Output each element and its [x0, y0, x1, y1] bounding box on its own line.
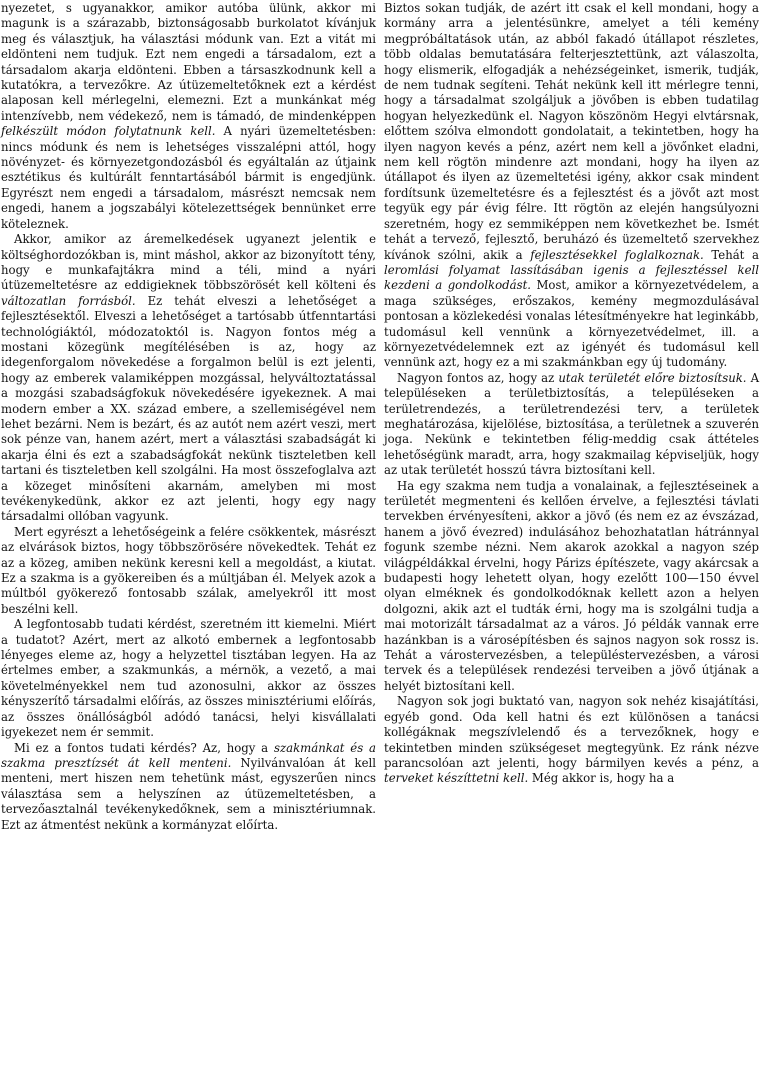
- text-run: Mert egyrészt a lehetőségeink a felére csökkentek, másrészt az elvárások biztos, hogy többszörösére növekedtek. Tehát ez az a közeg, amiben nekünk keresni kell a megoldást, a kiutat. Ez a szakma is a gyökereiben és a múltjában él. Melyek azok a múltból gyökerező fontosabb szálak, amelyekről itt most beszélni kell.: [1, 524, 376, 616]
- paragraph: [384, 1, 759, 371]
- italic-emphasis: felkészült módon folytatnunk kell.: [1, 124, 216, 139]
- text-run: Biztos sokan tudják, de azért itt csak el kell mondani, hogy a kormány arra a jelentésünkre, amelyet a téli kemény megpróbáltatások után, az abból fakadó útállapot részletes, több oldalas bemutatására felterjesztettünk, azt válaszolta, hogy elismerik, elfogadják a nehézségeinket, ismerik, tudják, de nem tudnak segíteni. Tehát nekünk kell itt mérlegre tenni, hogy a társadalmat szolgáljuk a jövőben is ebben tudatilag hogyan helyezkedünk el. Nagyon köszönöm Hegyi elvtársnak, előttem szólva elmondott gondolatait, a tekintetben, hogy ha ilyen nagyon kevés a pénz, azért nem kell a jövőnket eladni, nem kell rögtön mindenre azt mondani, hogy ha ilyen az útállapot és ilyen az üzemeltetési igény, akkor csak mindent fordítsunk üzemeltetésre és a fejlesztést és a jövőt azt most tegyük egy pár évig félre. Itt rögtön az elején hangsúlyozni szeretném, hogy ez semmiképpen nem következhet be. Ismét tehát a tervező, fejlesztő, beruházó és üzemeltető szervekhez kívánok szólni, akik a: [384, 1, 759, 262]
- paragraph: [1, 525, 376, 617]
- text-run: Ha egy szakma nem tudja a vonalainak, a fejlesztéseinek a területét megmenteni és kellően érvelve, a fejlesztési távlati tervekben érvényesíteni, akkor a jövő (és nem ez az évszázad, hanem a jövő évezred) indulásához behozhatatlan hátránnyal fogunk szembe nézni. Nem akarok azokkal a nagyon szép világpéldákkal érvelni, hogy Párizs építészete, vagy akárcsak a budapesti hogy lehetett olyan, hogy ezelőtt 100—150 évvel olyan elméknek és gondolkodóknak kellett azon a helyen dolgozni, akik azt el tudták érni, hogy ma is szolgálni tudja a mai motorizált társadalmat az a város. Jó példák vannak erre hazánkban is a városépítésben és sajnos nagyon sok rossz is. Tehát a várostervezésben, a településtervezésben, a városi tervek és a települések rendezési terveiben a jövő útjának a helyét biztosítani kell.: [384, 478, 759, 693]
- paragraph: [384, 371, 759, 479]
- text-run: Még akkor is, hogy ha a: [528, 771, 675, 786]
- text-run: A nyári üzemeltetésben: nincs módunk és nem is lehetséges visszalépni attól, hogy növényzet- és környezetgondozásból és egyáltalán az útjaink esztétikus és kultúrált fenntartásából bármit is engedjünk. Egyrészt nem engedi a társadalom, másrészt nemcsak nem engedi, hanem a jogszabályi kötelezettségek bennünket erre köteleznek.: [1, 124, 377, 231]
- paragraph: [1, 232, 376, 525]
- italic-emphasis: utak területét előre biztosítsuk.: [558, 370, 747, 385]
- text-run: Nagyon sok jogi buktató van, nagyon sok nehéz kisajátítási, egyéb gond. Oda kell hatni és ezt különösen a tanácsi kollégáknak megszívlelendő és a tervezőknek, hogy e tekintetben minden szükségeset megtegyünk. Ez ránk nézve parancsolóan azt jelenti, hogy bármilyen kevés a pénz, a: [384, 694, 759, 770]
- text-run: nyezetet, s ugyanakkor, amikor autóba ülünk, akkor mi magunk is a szárazabb, biztonságosabb burkolatot kívánjuk meg és választjuk, ha választási módunk van. Ezt a vitát mi eldönteni nem tudjuk. Ezt nem engedi a társadalom, ezt a társadalom akarja eldönteni. Ebben a társaszkodnunk kell a kutatókra, a tervezőkre. Az útüzemeltetőknek ezt a kérdést alaposan kell mérlegelni, elemezni. Ezt a munkánkat még intenzívebb, nem védekező, nem is támadó, de mindenképpen: [1, 1, 376, 123]
- paragraph: [384, 694, 759, 786]
- text-run: A településeken a területbiztosítás, a településeken a területrendezés, a területrendezési terv, a területek meghatározása, kijelölése, biztosítása, a területnek a szuverén joga. Nekünk e tekintetben félig-meddig csak áttételes lehetőségünk maradt, arra, hogy szakmailag képviseljük, hogy az utak területét hosszú távra biztosítani kell.: [384, 370, 760, 478]
- italic-emphasis: szakmánkat és a szakma presztízsét át kell menteni.: [1, 740, 377, 770]
- paragraph: [1, 741, 376, 833]
- text-run: Ez tehát elveszi a lehetőséget a fejlesztésektől. Elveszi a lehetőséget a tartósabb útfenntartási technológiáktól, módozatoktól is. Nagyon fontos még a mostani közegünk megítélésében is az, hogy az idegenforgalom növekedése a forgalmon belül is ezt jelenti, hogy az emberek valamiképpen mozgással, helyváltoztatással a mozgási szabadságfokuk növekedésére igyekeznek. A mai modern ember a XX. század embere, a szellemiségével nem lehet bezárni. Nem is bezárt, és az autót nem azért veszi, mert sok pénze van, hanem azért, mert a választási szabadságát ki akarja élni és ezt a szabadságfokát nekünk tiszteletben kell tartani és tiszteletben kell szolgálni. Ha most összefoglalva azt a közeget minősíteni akarnám, amelyben mi most tevékenykedünk, akkor ez azt jelenti, hogy egy nagy társadalmi ollóban vagyunk.: [1, 293, 376, 524]
- text-run: Nyilvánvalóan át kell menteni, mert hiszen nem tehetünk mást, egyszerűen nincs választása sem a helyszínen az útüzemeltetésben, a tervezőasztalnál tevékenykedőknek, sem a minisztériumnak. Ezt az átmentést nekünk a kormányzat előírta.: [1, 755, 376, 832]
- italic-emphasis: terveket készíttetni kell.: [384, 771, 529, 786]
- text-run: Most, amikor a környezetvédelem, a maga szükséges, erőszakos, kemény megmozdulásával pontosan a közlekedési vonalas létesítményekre hat leginkább, tudomásul kell vennünk a környezetvédelmet, ill. a környezetvédelemnek ezt az igényét és tudomásul kell vennünk azt, hogy ez a mi szakmánkban egy új tudomány.: [384, 278, 760, 370]
- text-run: Tehát a: [703, 247, 759, 262]
- paragraph: [1, 1, 376, 232]
- right-text-column: [384, 0, 760, 1075]
- italic-emphasis: fejlesztésekkel foglalkoznak.: [530, 247, 704, 262]
- text-run: Nagyon fontos az, hogy az: [397, 370, 559, 385]
- italic-emphasis: leromlási folyamat lassításában igenis a fejlesztéssel kell kezdeni a gondolkodást.: [384, 262, 759, 293]
- paragraph: [1, 617, 376, 740]
- text-run: Akkor, amikor az áremelkedések ugyanezt jelentik e költséghordozókban is, mint máshol, akkor az bizonyított tény, hogy e munkafajtákra mind a téli, mind a nyári útüzemeltetésre az eddigieknek többszörösét kell költeni és: [1, 232, 376, 293]
- text-run: Mi ez a fontos tudati kérdés? Az, hogy a: [14, 740, 274, 755]
- paragraph: [384, 479, 759, 695]
- italic-emphasis: változatlan forrásból.: [1, 293, 136, 308]
- left-text-column: [0, 0, 376, 1075]
- text-run: A legfontosabb tudati kérdést, szeretném itt kiemelni. Miért a tudatot? Azért, mert az alkotó embernek a legfontosabb lényeges eleme az, hogy a helyzettel tisztában legyen. Ha az értelmes ember, a szakmunkás, a mérnök, a vezető, a mai követelményekkel nem tud azonosulni, akkor az összes kényszerítő társadalmi előírás, az összes minisztériumi előírás, az összes önállóságból adódó tanácsi, helyi kisvállalati igyekezet nem ér semmit.: [1, 617, 376, 740]
